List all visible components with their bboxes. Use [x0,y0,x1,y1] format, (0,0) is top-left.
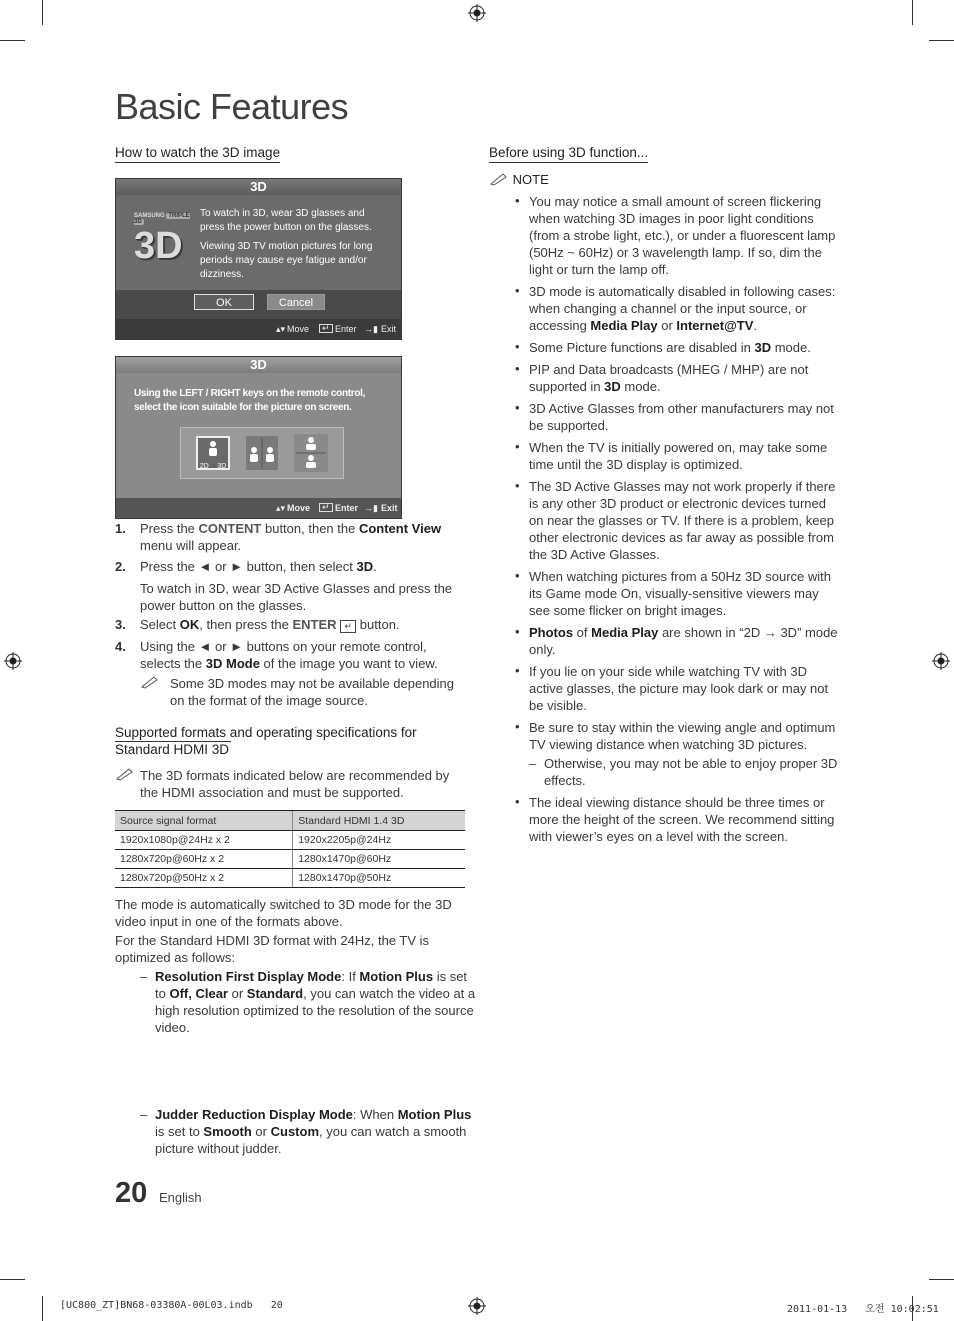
auto-switch-paragraph: The mode is automatically switched to 3D mode for the 3D video input in one of the formats above. [115,897,452,929]
osd-nav-bar: ▴▾ Move ↵ Enter →▮ Exit [116,498,401,518]
cancel-button[interactable]: Cancel [267,294,325,310]
enter-icon: ↵ [319,324,333,333]
list-item: • You may notice a small amount of screen flickering when watching 3D images in poor light conditions (from a strobe light, etc.), or under a fluorescent lamp (50Hz ~ 60Hz) or 3 wavelength lamp. If so, dim the light or turn the lamp off. [515,193,841,278]
enter-button-icon: ↵ [340,620,356,633]
step-3: 3. Select OK, then press the ENTER ↵ button. [115,617,400,632]
table-row: 1280x720p@60Hz x 2 1280x1470p@60Hz [115,850,465,869]
table-header: Standard HDMI 1.4 3D [293,811,465,831]
step-1: 1. Press the CONTENT button, then the Content View menu will appear. [115,521,442,553]
osd-message: To watch in 3D, wear 3D glasses and press the power button on the glasses. Viewing 3D TV motion pictures for long periods may cause eye fatigue and/or dizziness. [200,208,373,280]
hdmi-24hz-paragraph: For the Standard HDMI 3D format with 24Hz, the TV is optimized as follows: [115,933,430,965]
section-heading-before-using: Before using 3D function... [489,145,648,163]
note-pencil-icon [489,172,509,186]
resolution-first-item: – Resolution First Display Mode: If Motion Plus is set to Off, Clear or Standard, you can watch the video at a high resolution optimized to the resolution of the source video. [140,968,480,1036]
list-sub-item: – Otherwise, you may not be able to enjoy proper 3D effects. [529,755,841,789]
list-item: • The ideal viewing distance should be three times or more the height of the screen. We recommend sitting with viewer’s eyes on a level with the screen. [515,794,841,845]
enter-icon: ↵ [319,503,333,512]
osd-title: 3D [116,357,401,373]
exit-icon: →▮ [364,503,378,513]
note-bullet-list [515,193,841,850]
registration-mark-icon [468,4,486,22]
page-title: Basic Features [115,86,349,127]
list-item: • The 3D Active Glasses may not work properly if there is any other 3D product or electronic devices turned on near the glasses or TV. If there is a problem, keep other electronic devices as far away as possible from the 3D Active Glasses. [515,478,841,563]
list-item: • Photos of Media Play are shown in “2D → 3D” mode only. [515,624,841,658]
3d-mode-icon-strip [180,427,344,479]
list-item: • 3D Active Glasses from other manufacturers may not be supported. [515,400,841,434]
list-item: • When the TV is initially powered on, may take some time until the 3D display is optimized. [515,439,841,473]
osd-3d-mode-select [115,356,402,519]
list-item: • Some Picture functions are disabled in 3D mode. [515,339,841,356]
section-heading-hdmi-3d: Supported formats and operating specifications for Standard HDMI 3D [115,725,417,757]
registration-mark-icon [932,652,950,670]
hdmi-3d-spec-table [115,810,465,888]
list-item: • If you lie on your side while watching TV with 3D active glasses, the picture may look dark or may not be visible. [515,663,841,714]
side-by-side-mode-icon[interactable] [246,436,278,470]
registration-mark-icon [468,1297,486,1315]
table-row: 1280x720p@50Hz x 2 1280x1470p@50Hz [115,869,465,888]
print-file-info: [UC800_ZT]BN68-03380A-00L03.indb 20 [60,1300,283,1311]
exit-icon: →▮ [364,324,378,334]
section-heading-how-to-watch: How to watch the 3D image [115,145,280,163]
note-pencil-icon [115,767,135,781]
osd-nav-bar: ▴▾ Move ↵ Enter →▮ Exit [116,319,401,339]
osd-instruction: Using the LEFT / RIGHT keys on the remote control, select the icon suitable for the picture on screen. [134,388,366,413]
list-item: • Be sure to stay within the viewing angle and optimum TV viewing distance when watching 3D pictures. [515,719,841,753]
registration-mark-icon [4,652,22,670]
table-row: 1920x1080p@24Hz x 2 1920x2205p@24Hz [115,831,465,850]
samsung-3d-logo: SAMSUNG TRIPLE 3D 3D [134,213,190,267]
step-4: 4. Using the ◄ or ► buttons on your remote control, selects the 3D Mode of the image you want to view. Some 3D modes may not be available depending on the format of the image source. [115,639,455,708]
osd-title: 3D [116,179,401,195]
note-3d-formats: The 3D formats indicated below are recommended by the HDMI association and must be supported. [115,767,465,801]
list-item: • 3D mode is automatically disabled in following cases: when changing a channel or the input source, or accessing Media Play or Internet@TV. [515,283,841,334]
language-label: English [159,1190,202,1205]
note-header: NOTE [489,171,549,188]
note-pencil-icon [140,675,160,689]
top-bottom-mode-icon[interactable] [294,434,328,472]
step-2: 2. Press the ◄ or ► button, then select 3D. To watch in 3D, wear 3D Active Glasses and press the power button on the glasses. [115,559,453,613]
page-number: 20 [115,1177,148,1209]
judder-reduction-item: – Judder Reduction Display Mode: When Motion Plus is set to Smooth or Custom, you can watch a smooth picture without judder. [140,1106,480,1157]
list-item: • PIP and Data broadcasts (MHEG / MHP) are not supported in 3D mode. [515,361,841,395]
table-header: Source signal format [115,811,293,831]
print-timestamp: 2011-01-13 오전 10:02:51 [787,1304,939,1315]
move-icon: ▴▾ [276,324,286,334]
osd-3d-warning-dialog [115,178,402,340]
move-icon: ▴▾ [276,503,286,513]
list-item: • When watching pictures from a 50Hz 3D source with its Game mode On, visually-sensitive viewers may see some flicker on bright images. [515,568,841,619]
2d-to-3d-mode-icon[interactable]: 2D➖3D [196,436,230,470]
ok-button[interactable]: OK [194,294,254,310]
